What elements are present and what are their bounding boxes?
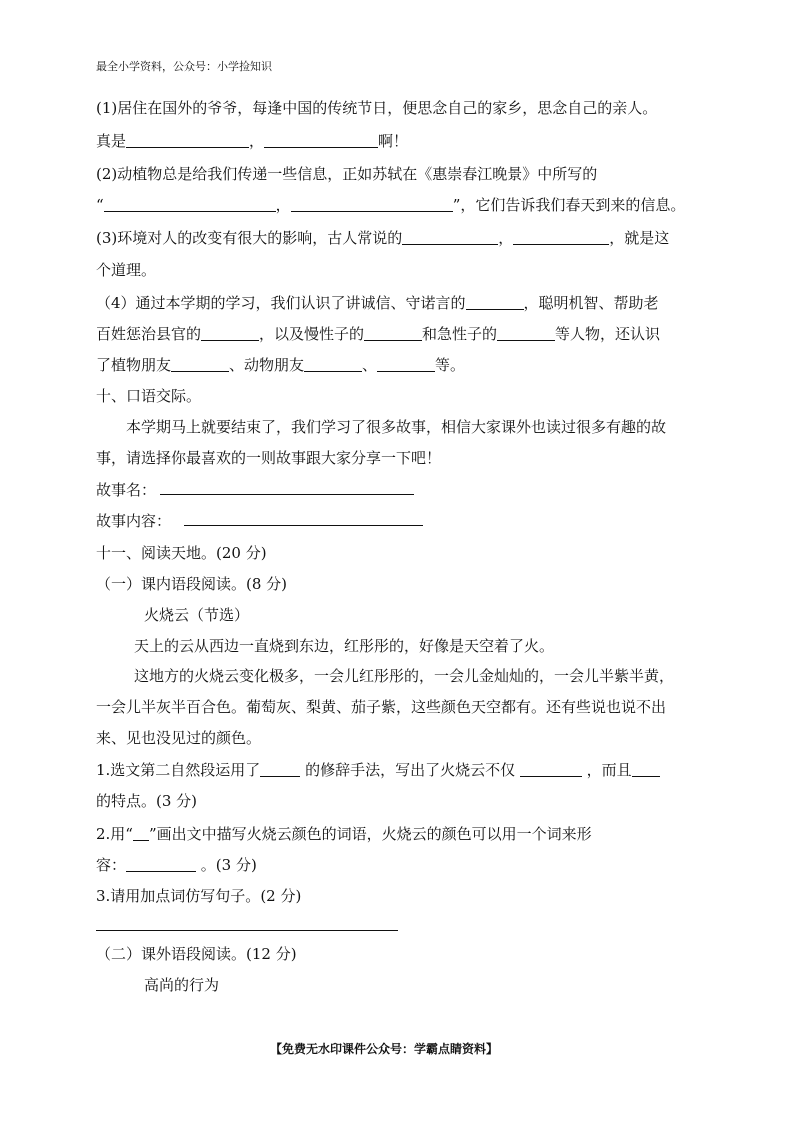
- q9-item4-line2: 百姓惩治县官的 ，以及慢性子的 和急性子的 等人物，还认识: [96, 325, 661, 343]
- passage1-title: 火烧云（节选）: [144, 606, 250, 624]
- q10-paragraph-line2: 事，请选择你最喜欢的一则故事跟大家分享一下吧！: [96, 449, 442, 467]
- blank: [377, 357, 435, 372]
- blank: [133, 826, 149, 841]
- passage2-title: 高尚的行为: [144, 976, 220, 994]
- blank: [304, 357, 362, 372]
- subquestion1-line2: 的特点。(3 分): [96, 792, 198, 810]
- blank: [291, 197, 453, 212]
- passage1-para2-line2: 一会儿半灰半百合色。葡萄灰、梨黄、茄子紫，这些颜色天空都有。还有些说也说不出: [96, 698, 667, 716]
- story-name-label: 故事名：: [96, 481, 157, 499]
- story-content-label: 故事内容：: [96, 512, 172, 530]
- q9-item3-line1: (3)环境对人的改变有很大的影响，古人常说的 ， ，就是这: [96, 229, 670, 247]
- blank: [364, 326, 422, 341]
- blank: [520, 762, 582, 777]
- passage1-para2-line3: 来、见也没见过的颜色。: [96, 729, 262, 747]
- subquestion1-line1: 1.选文第二自然段运用了 的修辞手法，写出了火烧云不仅 ，而且: [96, 760, 660, 780]
- q9-item2-line1: (2)动植物总是给我们传递一些信息，正如苏轼在《惠崇春江晚景》中所写的: [96, 165, 598, 183]
- blank: [171, 357, 229, 372]
- blank: [126, 857, 196, 872]
- story-name-answer-line: [160, 494, 414, 495]
- blank: [201, 326, 259, 341]
- q9-item4-line3: 了植物朋友 、动物朋友 、 等。: [96, 356, 466, 374]
- q9-item1-line2: 真是 ， 啊！: [96, 132, 409, 150]
- q9-item4-line1: （4）通过本学期的学习，我们认识了讲诚信、守诺言的 ，聪明机智、帮助老: [96, 294, 659, 312]
- q9-item2-line2: “ ， ”，它们告诉我们春天到来的信息。: [96, 196, 686, 214]
- q11-section2-title: （二）课外语段阅读。(12 分): [96, 945, 297, 963]
- blank: [126, 133, 249, 148]
- page-header: 最全小学资料，公众号：小学捡知识: [96, 60, 272, 73]
- q9-item3-line2: 个道理。: [96, 261, 157, 279]
- blank: [264, 133, 378, 148]
- blank: [466, 295, 524, 310]
- blank: [104, 197, 276, 212]
- page-footer: 【免费无水印课件公众号：学霸点睛资料】: [270, 1042, 499, 1056]
- story-content-answer-line: [184, 525, 423, 526]
- blank: [632, 762, 660, 777]
- subquestion3: 3.请用加点词仿写句子。(2 分): [96, 887, 302, 905]
- q11-title: 十一、阅读天地。(20 分): [96, 544, 267, 562]
- q11-section1-title: （一）课内语段阅读。(8 分): [96, 575, 288, 593]
- q10-title: 十、口语交际。: [96, 387, 202, 405]
- blank: [497, 326, 555, 341]
- subquestion2-line1: 2.用“ ”画出文中描写火烧云颜色的词语，火烧云的颜色可以用一个词来形: [96, 825, 592, 843]
- q9-item1-line1: (1)居住在国外的爷爷，每逢中国的传统节日，便思念自己的家乡，思念自己的亲人。: [96, 99, 658, 117]
- passage1-para2-line1: 这地方的火烧云变化极多，一会儿红彤彤的，一会儿金灿灿的，一会儿半紫半黄，: [134, 667, 675, 685]
- subquestion2-line2: 容： 。(3 分): [96, 856, 257, 874]
- blank: [402, 230, 498, 245]
- blank: [513, 230, 609, 245]
- q10-paragraph-line1: 本学期马上就要结束了，我们学习了很多故事，相信大家课外也读过很多有趣的故: [126, 418, 667, 436]
- subquestion3-answer-line: [96, 930, 398, 931]
- passage1-para1: 天上的云从西边一直烧到东边，红彤彤的，好像是天空着了火。: [134, 637, 555, 655]
- blank: [260, 762, 300, 777]
